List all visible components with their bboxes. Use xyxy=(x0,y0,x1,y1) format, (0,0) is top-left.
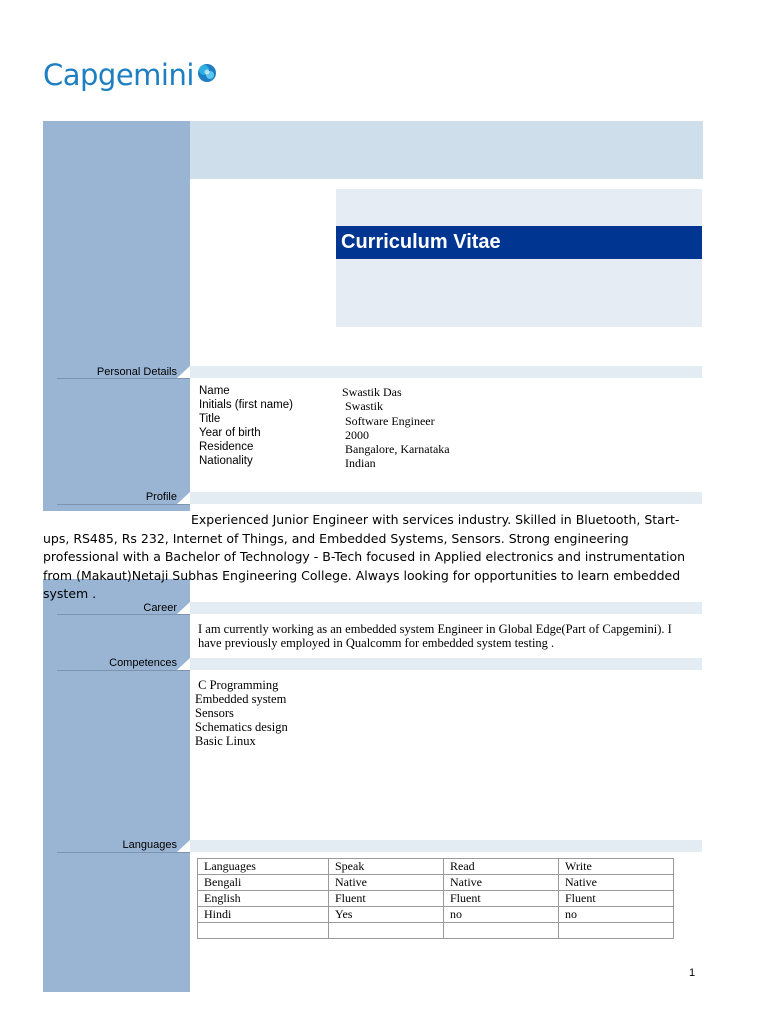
table-cell: English xyxy=(198,891,329,907)
capgemini-logo xyxy=(43,53,218,97)
yob-label: Year of birth xyxy=(199,427,261,439)
page-title: Curriculum Vitae xyxy=(341,231,501,253)
header-band xyxy=(190,121,703,179)
initials-label: Initials (first name) xyxy=(199,399,293,411)
logo-text: Capgemini xyxy=(43,58,194,92)
career-line-1: I am currently working as an embedded system Engineer in Global Edge(Part of Capgemini). I xyxy=(198,622,672,636)
nationality-value: Indian xyxy=(345,456,376,470)
section-notch xyxy=(177,492,190,504)
section-rule-languages xyxy=(57,852,190,853)
table-cell: Hindi xyxy=(198,907,329,923)
competence-item: Sensors xyxy=(195,706,234,720)
table-header-cell: Read xyxy=(444,859,559,875)
section-band-languages xyxy=(190,840,702,852)
table-header-row xyxy=(198,859,674,875)
section-rule-profile xyxy=(57,504,190,505)
table-row xyxy=(198,875,674,891)
career-line-2: have previously employed in Qualcomm for embedded system testing . xyxy=(198,636,555,650)
table-cell: Native xyxy=(444,875,559,891)
page-number: 1 xyxy=(689,967,696,979)
table-header-cell: Languages xyxy=(198,859,329,875)
residence-label: Residence xyxy=(199,441,254,453)
table-cell: Bengali xyxy=(198,875,329,891)
title-bar xyxy=(336,226,702,259)
table-cell: Native xyxy=(329,875,444,891)
table-cell: no xyxy=(444,907,559,923)
career-text xyxy=(198,622,672,650)
table-cell xyxy=(444,923,559,939)
profile-paragraph-overlay: Experienced Junior Engineer with services industry. Skilled in Bluetooth, Start-ups, RS485, Rs 232, Internet of Things, and Embedded Systems, Sensors. Strong engineering professional with a Bachelor of Technology - B-Tech focused in Applied electronics and instrumentation from (Makaut)Netaji Subhas Engineering College. Always looking for opportunities to learn embedded system . xyxy=(43,512,686,601)
table-cell: Fluent xyxy=(329,891,444,907)
section-band-personal xyxy=(190,366,702,378)
table-cell xyxy=(559,923,674,939)
initials-value: Swastik xyxy=(345,399,384,413)
section-notch xyxy=(177,840,190,852)
competence-item: Embedded system xyxy=(195,692,287,706)
section-heading-competences: Competences xyxy=(109,657,177,669)
section-rule-competences xyxy=(57,670,190,671)
section-band-profile xyxy=(190,492,702,504)
section-rule-personal xyxy=(57,378,190,379)
section-notch xyxy=(177,366,190,378)
name-label: Name xyxy=(199,385,230,397)
title-value: Software Engineer xyxy=(345,414,435,428)
table-cell: Yes xyxy=(329,907,444,923)
table-row xyxy=(198,923,674,939)
section-band-competences xyxy=(190,658,702,670)
table-cell: Fluent xyxy=(559,891,674,907)
profile-text-overlay xyxy=(43,511,703,604)
table-cell xyxy=(198,923,329,939)
languages-table xyxy=(197,858,674,939)
competence-item: Schematics design xyxy=(195,720,288,734)
table-row xyxy=(198,891,674,907)
section-heading-profile: Profile xyxy=(145,491,177,503)
table-cell: Fluent xyxy=(444,891,559,907)
competence-item: Basic Linux xyxy=(195,734,256,748)
section-rule-career xyxy=(57,614,190,615)
table-row xyxy=(198,907,674,923)
name-value: Swastik Das xyxy=(342,385,402,399)
section-notch xyxy=(177,602,190,614)
nationality-label: Nationality xyxy=(199,455,253,467)
table-header-cell: Speak xyxy=(329,859,444,875)
spade-cloud-icon xyxy=(196,61,218,83)
section-heading-languages: Languages xyxy=(122,839,177,851)
section-notch xyxy=(177,658,190,670)
yob-value: 2000 xyxy=(345,428,369,442)
residence-value: Bangalore, Karnataka xyxy=(345,442,450,456)
section-band-career xyxy=(190,602,702,614)
table-cell xyxy=(329,923,444,939)
table-cell: no xyxy=(559,907,674,923)
table-header-cell: Write xyxy=(559,859,674,875)
section-heading-career: Career xyxy=(143,602,177,614)
title-label: Title xyxy=(199,413,221,425)
section-heading-personal: Personal Details xyxy=(96,366,177,378)
competence-item: C Programming xyxy=(195,678,279,692)
table-cell: Native xyxy=(559,875,674,891)
competences-list xyxy=(195,678,288,748)
